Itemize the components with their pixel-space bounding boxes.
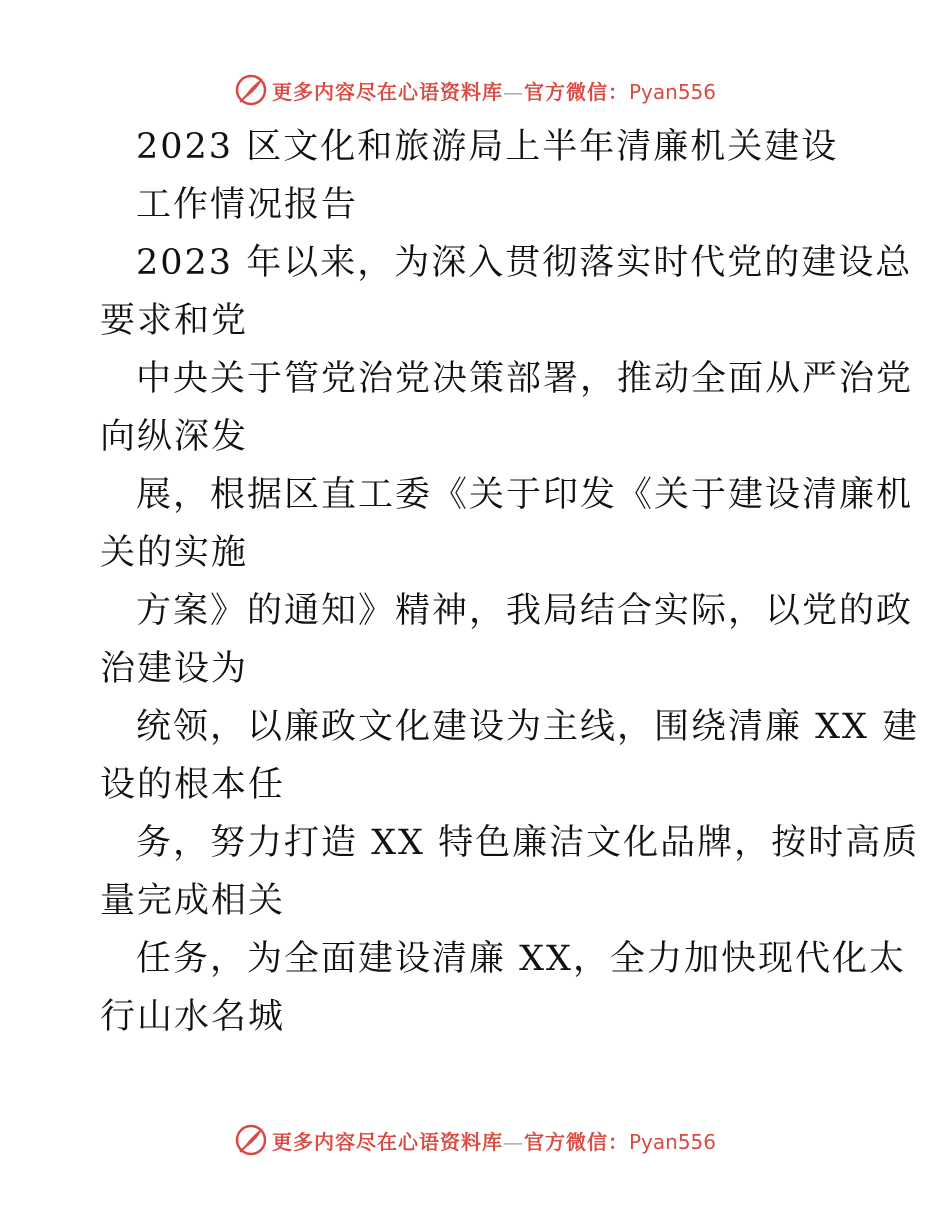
body-line: 中央关于管党治党决策部署，推动全面从严治党 [136,359,914,399]
body-line: 方案》的通知》精神，我局结合实际，以党的政 [136,591,914,631]
body-line: 展，根据区直工委《关于印发《关于建设清廉机 [136,475,914,515]
watermark-text: 更多内容尽在心语资料库—官方微信：Pyan556 [271,1129,716,1154]
body-line: 行山水名城 [100,997,286,1037]
body-line: 量完成相关 [100,881,286,921]
header-watermark [0,70,950,110]
body-line: 向纵深发 [100,417,249,457]
body-line: 务，努力打造 XX 特色廉洁文化品牌，按时高质 [136,823,920,863]
feather-pen-logo-icon [234,73,268,107]
body-line: 治建设为 [100,649,249,689]
body-line: 统领，以廉政文化建设为主线，围绕清廉 XX 建 [136,707,920,747]
watermark-text: 更多内容尽在心语资料库—官方微信：Pyan556 [271,79,716,104]
body-line: 设的根本任 [100,765,286,805]
body-line: 任务，为全面建设清廉 XX，全力加快现代化太 [136,939,906,979]
feather-pen-logo-icon [234,1123,268,1157]
footer-watermark [0,1120,950,1160]
document-title-line-1: 2023 区文化和旅游局上半年清廉机关建设 [136,127,839,167]
body-line: 2023 年以来，为深入贯彻落实时代党的建设总 [136,243,913,283]
document-title-line-2: 工作情况报告 [136,185,359,225]
body-line: 关的实施 [100,533,249,573]
body-line: 要求和党 [100,301,249,341]
